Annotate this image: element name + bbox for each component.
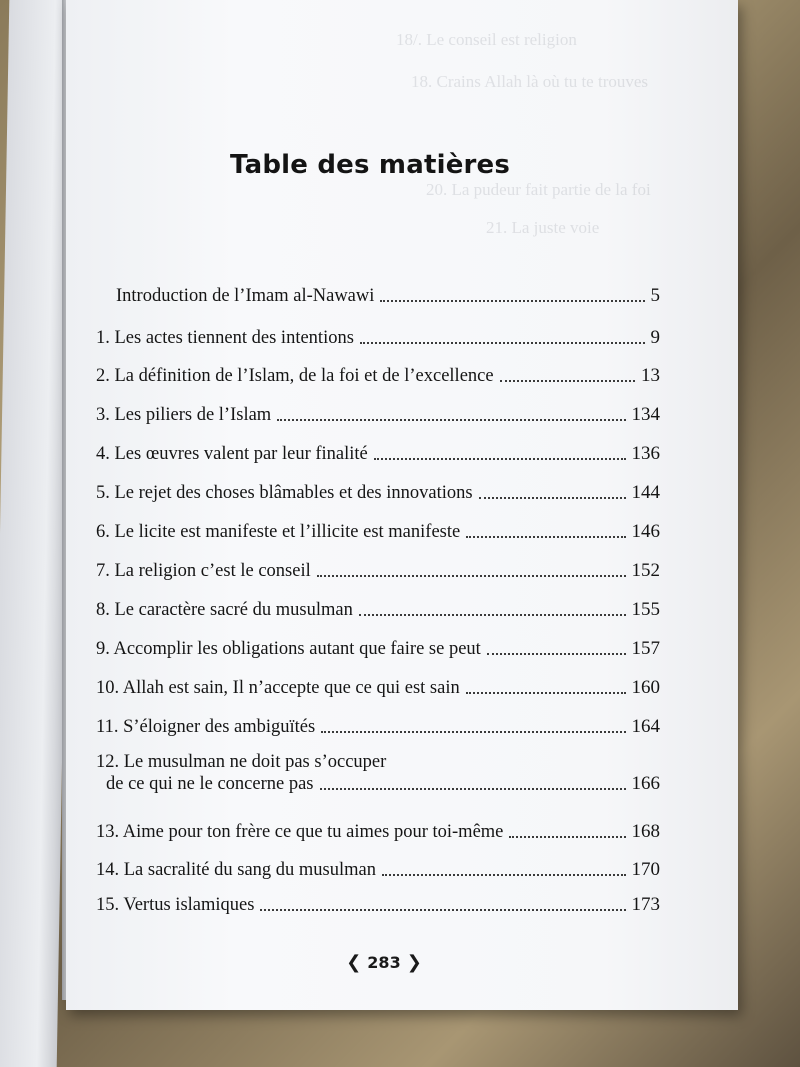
leader-dots [466,692,626,694]
toc-entry-page: 157 [631,638,660,659]
bleed-through-line: 20. La pudeur fait partie de la foi [426,180,651,199]
toc-entry-label: 8. Le caractère sacré du musulman [96,600,353,620]
leader-dots [320,788,626,790]
toc-entry-label: 3. Les piliers de l’Islam [96,405,272,425]
toc-entry [96,599,660,621]
toc-entry-label: 4. Les œuvres valent par leur finalité [96,444,368,464]
bleed-through-line: 18. Crains Allah là où tu te trouves [411,72,649,91]
toc-entry-page: 166 [631,773,660,794]
chevron-left-icon: ❮ [346,952,362,973]
leader-dots [360,342,645,344]
toc-entry-label: 9. Accomplir les obligations autant que faire se peut [96,639,481,659]
toc-entry-page: 173 [631,894,660,915]
leader-dots [487,653,626,655]
toc-entry-page: 5 [650,285,660,306]
leader-dots [479,497,626,499]
toc-entry-multiline [96,751,660,795]
toc-entry-page: 13 [641,365,660,386]
toc-entry [96,821,660,843]
leader-dots [260,909,625,911]
leader-dots [382,874,625,876]
toc-entry [96,560,660,582]
toc-entry-label: 13. Aime pour ton frère ce que tu aimes pour toi-même [96,822,504,842]
page-number [334,952,434,973]
leader-dots [317,575,626,577]
toc-entry-label-line2: de ce qui ne le concerne pas [106,774,314,794]
toc-entry-page: 155 [631,599,660,620]
toc-entry [96,638,660,660]
toc-entry [96,859,660,881]
leader-dots [374,458,626,460]
toc-entry-page: 144 [631,482,660,503]
toc-entry [96,716,660,738]
toc-entry [96,677,660,699]
toc-entry-label: 2. La définition de l’Islam, de la foi et de l’excellence [96,366,494,386]
leader-dots [380,300,644,302]
toc-entry [96,894,660,916]
leader-dots [321,731,625,733]
leader-dots [359,614,626,616]
toc-entry-label: 1. Les actes tiennent des intentions [96,328,354,348]
toc-entry-label: 11. S’éloigner des ambiguïtés [96,717,316,737]
toc-entry-page: 164 [631,716,660,737]
toc-entry-label: 5. Le rejet des choses blâmables et des innovations [96,483,473,503]
toc-entry-page: 160 [631,677,660,698]
toc-entry-page: 134 [631,404,660,425]
toc-entry-page: 146 [631,521,660,542]
leader-dots [509,836,625,838]
page-number-value: 283 [367,953,401,972]
toc-entry [96,521,660,543]
toc-entry-label-line1: 12. Le musulman ne doit pas s’occuper [96,752,387,772]
toc-entry [96,404,660,426]
toc-entry [96,443,660,465]
toc-entry-label: 6. Le licite est manifeste et l’illicite est manifeste [96,522,461,542]
toc-entry-label: Introduction de l’Imam al-Nawawi [116,286,375,306]
book-page [66,0,738,1010]
toc-entry-page: 168 [631,821,660,842]
toc-entry-intro [116,285,660,307]
toc-entry-page: 152 [631,560,660,581]
page-title: Table des matières [230,150,511,180]
toc-entry [96,365,660,387]
leader-dots [466,536,625,538]
toc-entry-label: 15. Vertus islamiques [96,895,255,915]
leader-dots [277,419,625,421]
toc-entry-label: 7. La religion c’est le conseil [96,561,311,581]
toc-entry-label: 14. La sacralité du sang du musulman [96,860,377,880]
bleed-through-line: 21. La juste voie [486,218,600,237]
toc-entry [96,482,660,504]
toc-entry-page: 9 [650,327,660,348]
toc-entry-label: 10. Allah est sain, Il n’accepte que ce qui est sain [96,678,460,698]
toc-entry-page: 136 [631,443,660,464]
toc-entry [96,327,660,349]
chevron-right-icon: ❯ [406,952,422,973]
bleed-through-line: 18/. Le conseil est religion [396,30,577,49]
leader-dots [500,380,635,382]
toc-entry-page: 170 [631,859,660,880]
